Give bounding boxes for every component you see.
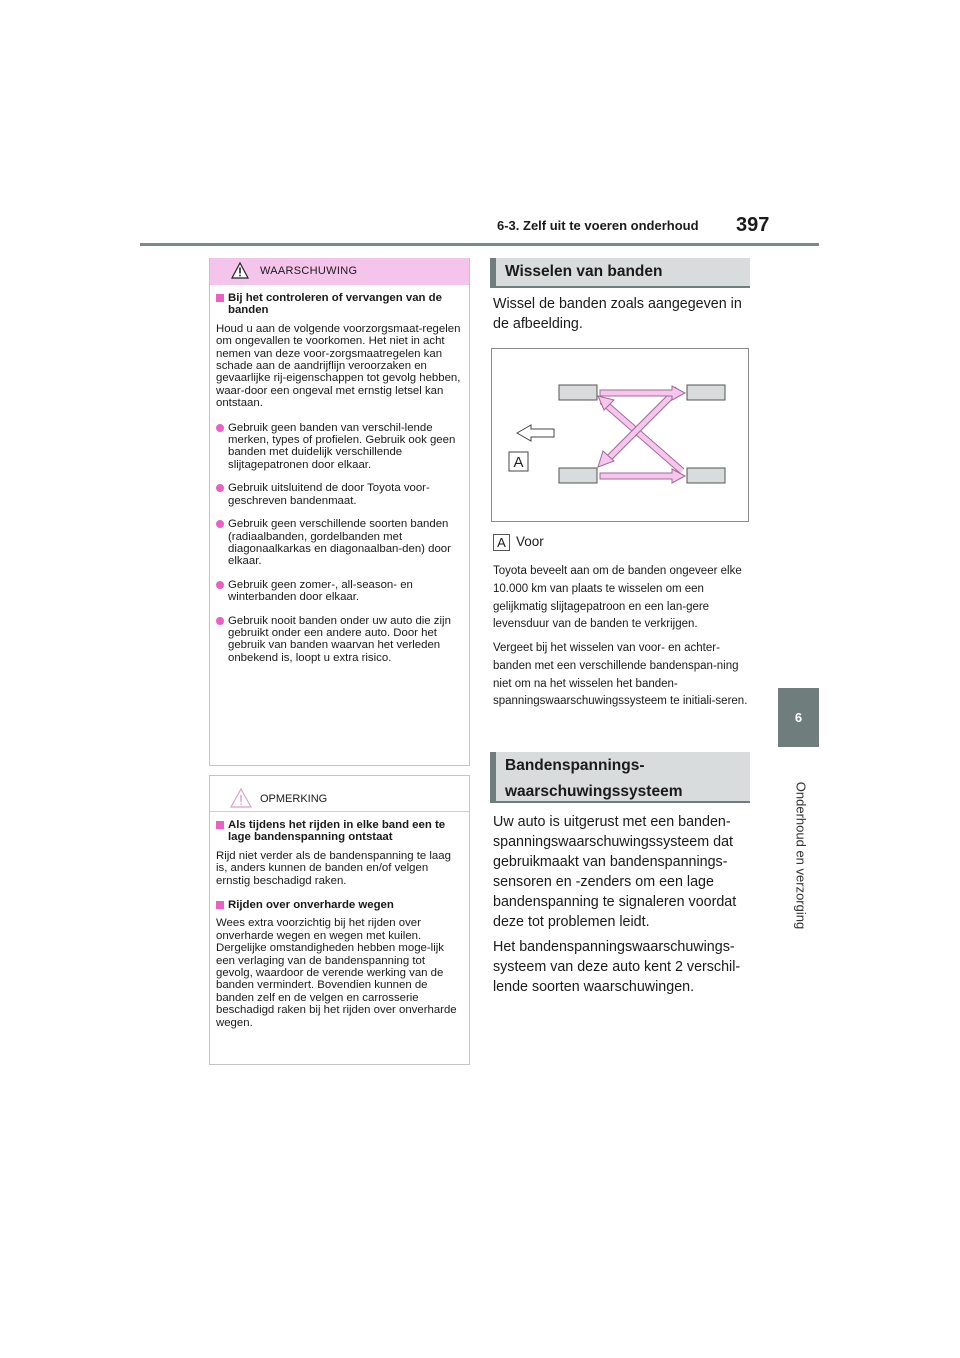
square-bullet-icon [216, 294, 224, 302]
warning-bullet: Gebruik geen verschillende soorten banden (radiaalbanden, gordelbanden met diagonaalkarkas en diagonaalban-den) door elkaar. [216, 518, 464, 568]
section-title-tire-rotation: Wisselen van banden [490, 258, 750, 288]
note-paragraph: Wees extra voorzichtig bij het rijden over onverharde wegen en wegen met kuilen. Dergelijke omstandigheden hebben moge-lijk een verlaging van de bandenspanning tot gevolg, waardoor de verende werking van de banden vermindert. Bovendien kunnen de banden zelf en de velgen en carrosserie beschadigd raken bij het rijden over onverharde wegen. [216, 917, 457, 1029]
note-subheading: Rijden over onverharde wegen [216, 899, 464, 911]
section-heading: 6-3. Zelf uit te voeren onderhoud [497, 218, 699, 233]
tire-front-right [687, 385, 725, 400]
chapter-title: Onderhoud en verzorging [793, 781, 809, 930]
horizontal-arrow-icon [600, 386, 685, 400]
note-box [209, 775, 470, 1065]
tire-rear-right [687, 468, 725, 483]
warning-content [216, 292, 464, 675]
note-paragraph: Rijd niet verder als de bandenspanning te laag is, anders kunnen de banden en/of velgen ernstig beschadigd raken. [216, 849, 451, 887]
bullet-dot-icon [216, 484, 224, 492]
warning-bullet: Gebruik nooit banden onder uw auto die zijn gebruikt onder een andere auto. Door het gebruik van banden waarvan het verleden onbekend is, loopt u extra risico. [216, 615, 464, 665]
legend-label-text: Voor [516, 534, 544, 549]
caution-triangle-icon [230, 788, 252, 808]
bullet-dot-icon [216, 581, 224, 589]
chapter-number: 6 [794, 710, 803, 725]
bullet-dot-icon [216, 424, 224, 432]
header-rule [140, 243, 819, 246]
tire-rotation-diagram [491, 348, 749, 522]
diagonal-arrow-shaft [606, 389, 678, 461]
warning-bullet: Gebruik uitsluitend de door Toyota voor-geschreven bandenmaat. [216, 482, 464, 507]
warning-bullet: Gebruik geen banden van verschil-lende merken, types of profielen. Gebruik ook geen banden met duidelijk verschillende slijtagepatronen door elkaar. [216, 422, 464, 472]
front-direction-arrow-icon [517, 425, 554, 441]
note-content [216, 819, 464, 1041]
tire-rear-left [559, 468, 597, 483]
bullet-dot-icon [216, 520, 224, 528]
note-header [210, 776, 469, 812]
page-number: 397 [736, 214, 770, 236]
warning-title: WAARSCHUWING [260, 265, 358, 277]
rotation-paragraph: Vergeet bij het wisselen van voor- en achter-banden met een verschillende bandenspan-ning niet om na het wisselen het banden-spanningswaarschuwingssysteem te initiali-seren. [493, 642, 748, 708]
horizontal-arrow-icon [600, 469, 685, 483]
warning-bullet: Gebruik geen zomer-, all-season- en winterbanden door elkaar. [216, 579, 464, 604]
warning-triangle-icon [231, 262, 249, 279]
note-title: OPMERKING [260, 793, 328, 805]
square-bullet-icon [216, 901, 224, 909]
bullet-dot-icon [216, 617, 224, 625]
note-subheading: Als tijdens het rijden in elke band een te lage bandenspanning ontstaat [216, 819, 464, 844]
chapter-tab [778, 688, 819, 747]
rotation-diagram-graphic [492, 349, 748, 521]
square-bullet-icon [216, 821, 224, 829]
tpws-paragraph: Uw auto is uitgerust met een banden-spanningswaarschuwingssysteem dat gebruikmaakt van bandenspannings-sensoren en -zenders om een lage bandenspanning te signaleren voordat deze tot problemen leidt. [493, 814, 737, 930]
diagram-label-letter: A [513, 454, 524, 471]
rotation-intro: Wissel de banden zoals aangegeven in de afbeelding. [493, 296, 742, 332]
warning-subheading: Bij het controleren of vervangen van de banden [216, 292, 464, 317]
tire-front-left [559, 385, 597, 400]
legend-label-box: A [493, 534, 510, 551]
tpws-paragraph: Het bandenspanningswaarschuwings-systeem van deze auto kent 2 verschil-lende soorten waarschuwingen. [493, 939, 741, 995]
rotation-paragraph: Toyota beveelt aan om de banden ongeveer elke 10.000 km van plaats te wisselen om een gelijkmatig slijtagepatroon en een lan-gere levensduur van de banden te verkrijgen. [493, 565, 742, 631]
warning-header [210, 258, 469, 285]
warning-box [209, 258, 470, 766]
warning-intro: Houd u aan de volgende voorzorgsmaat-regelen om ongevallen te voorkomen. Het niet in acht nemen van deze voor-zorgsmaatregelen kan schade aan de aandrijflijn veroorzaken en gevaarlijke rij-eigenschappen tot gevolg hebben, waar-door een ongeval met ernstig letsel kan ontstaan. [216, 322, 461, 410]
section-title-tpws: Bandenspannings- waarschuwingssysteem [490, 752, 750, 803]
